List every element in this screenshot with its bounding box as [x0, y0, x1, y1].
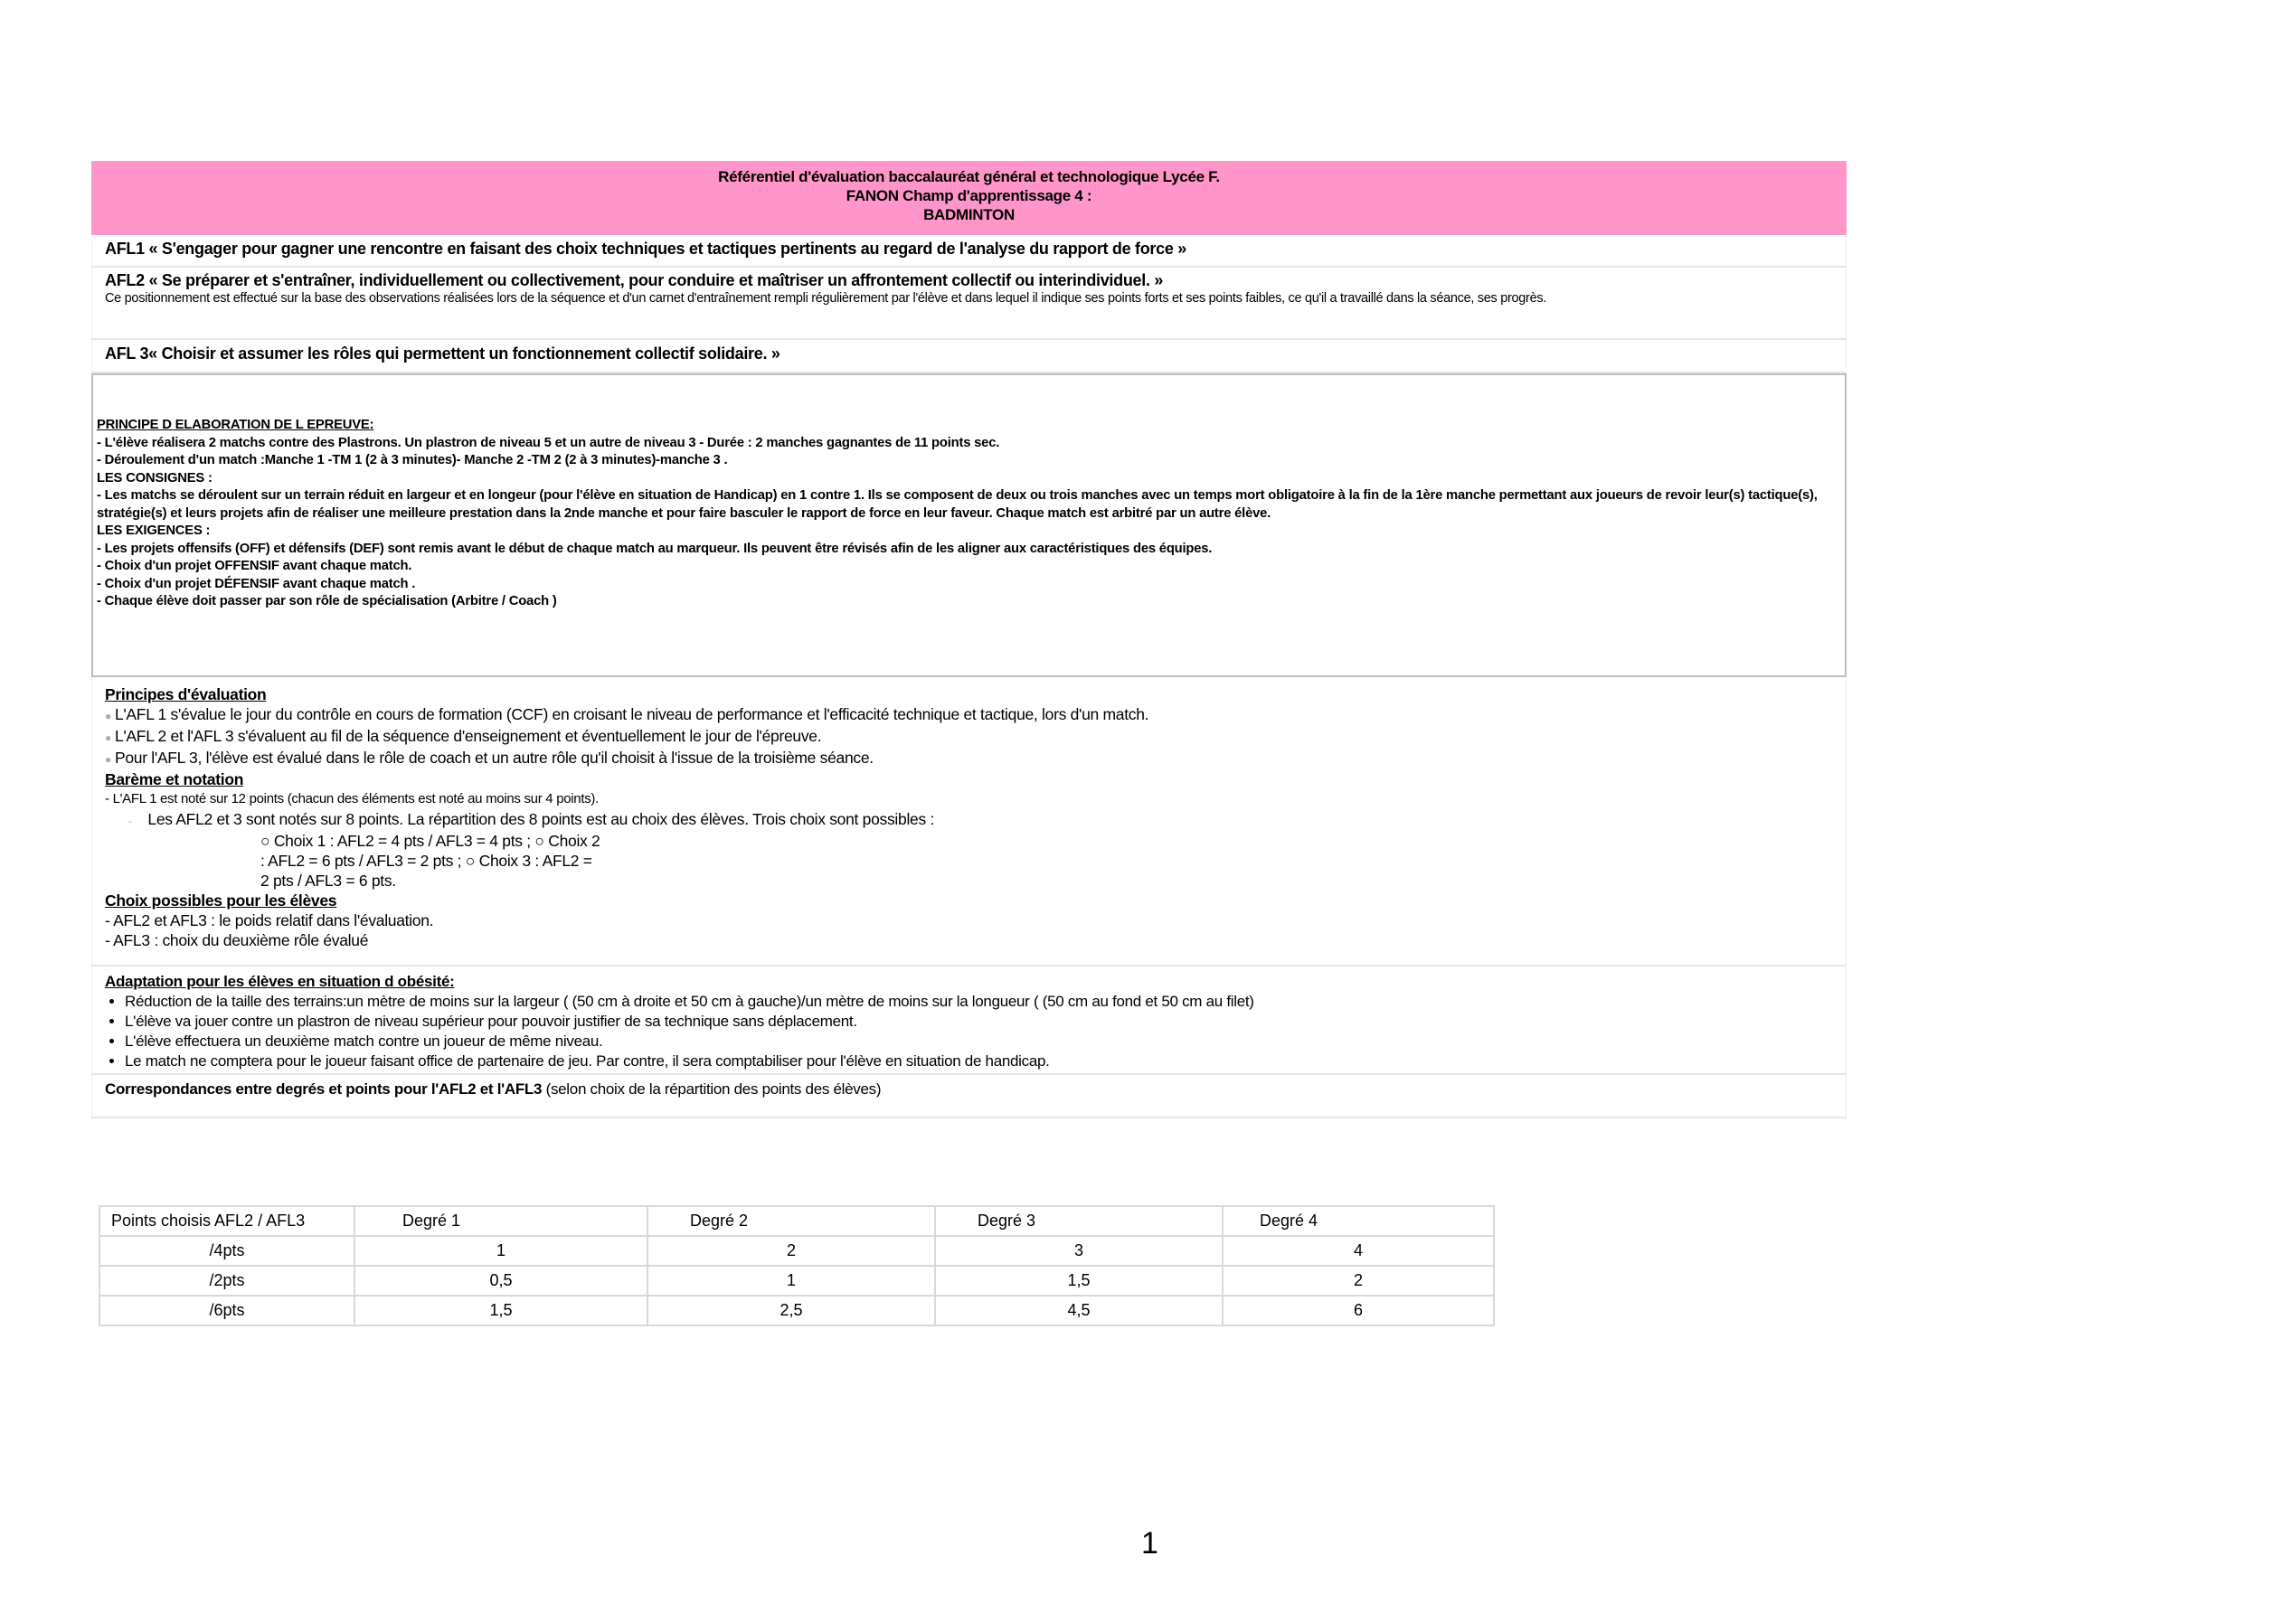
cell: 2	[647, 1236, 935, 1266]
header-cell: Degré 3	[935, 1206, 1223, 1236]
principe-item: ● L'AFL 2 et l'AFL 3 s'évaluent au fil de la séquence d'enseignement et éventuellement le jour de l'épreuve.	[105, 727, 822, 745]
cell: 1	[354, 1236, 647, 1266]
adaptation-title: Adaptation pour les élèves en situation d obésité:	[105, 973, 455, 990]
table-row	[99, 1236, 1494, 1266]
correspondances-row	[91, 1075, 1847, 1118]
table-header-row	[99, 1206, 1494, 1236]
afl2-title: AFL2 « Se préparer et s'entraîner, individuellement ou collectivement, pour conduire et maîtriser un affrontement collectif ou interindividuel. »	[105, 271, 1164, 289]
header-line: BADMINTON	[923, 206, 1015, 223]
afl3-row: AFL 3« Choisir et assumer les rôles qui permettent un fonctionnement collectif solidaire. »	[91, 340, 1847, 373]
document-header	[91, 161, 1847, 235]
row-label: /4pts	[99, 1236, 354, 1266]
bareme-title: Barème et notation	[105, 770, 244, 788]
page-number: 1	[1141, 1526, 1158, 1561]
principe-title: PRINCIPE D ELABORATION DE L EPREUVE:	[97, 418, 374, 432]
cell: 1,5	[935, 1266, 1223, 1296]
bullet-icon: ●	[105, 731, 111, 744]
header-cell: Points choisis AFL2 / AFL3	[99, 1206, 354, 1236]
bareme-afl23: - Les AFL2 et 3 sont notés sur 8 points. La répartition des 8 points est au choix des élèves. Trois choix sont possibles :	[128, 810, 935, 828]
header-cell: Degré 2	[647, 1206, 935, 1236]
consignes-text: - Les matchs se déroulent sur un terrain réduit en largeur et en longeur (pour l'élève en situation de Handicap) en 1 contre 1. Ils se composent de deux ou trois manches avec un temps mort obligatoire à la fin de la 1ère manche permettant aux joueurs de revoir leur(s) tactique(s), stratégie(s) et leurs projets afin de réaliser une meilleure prestation dans la 2nde manche et pour faire basculer le rapport de force en leur faveur. Chaque match est arbitré par un autre élève.	[97, 488, 1818, 521]
table-row	[99, 1266, 1494, 1296]
cell: 1	[647, 1266, 935, 1296]
choix-line: - AFL3 : choix du deuxième rôle évalué	[105, 931, 369, 949]
cell: 4,5	[935, 1296, 1223, 1325]
row-label: /2pts	[99, 1266, 354, 1296]
header-line: FANON Champ d'apprentissage 4 :	[846, 187, 1092, 204]
bullet-icon: ●	[105, 710, 111, 722]
choices-text: ○ Choix 1 : AFL2 = 4 pts / AFL3 = 4 pts ; ○ Choix 2 : AFL2 = 6 pts / AFL3 = 2 pts ; ○ Choix 3 : AFL2 = 2 pts / AFL3 = 6 pts.	[260, 832, 600, 890]
afl2-row	[91, 268, 1847, 340]
afl2-note: Ce positionnement est effectué sur la base des observations réalisées lors de la séquence et d'un carnet d'entraînement rempli régulièrement par l'élève et dans lequel il indique ses points forts et ses points faibles, ce qu'il a travaillé dans la séance, ses progrès.	[105, 291, 1547, 306]
principe-line: - L'élève réalisera 2 matchs contre des Plastrons. Un plastron de niveau 5 et un autre de niveau 3 - Durée : 2 manches gagnantes de 11 points sec.	[97, 435, 1000, 450]
header-cell: Degré 1	[354, 1206, 647, 1236]
principe-item: ● Pour l'AFL 3, l'élève est évalué dans le rôle de coach et un autre rôle qu'il choisit à l'issue de la troisième séance.	[105, 749, 874, 767]
dash-icon: -	[128, 815, 132, 827]
bullet-icon: ●	[105, 753, 111, 766]
adaptation-item: • L'élève va jouer contre un plastron de niveau supérieur pour pouvoir justifier de sa technique sans déplacement.	[125, 1012, 1833, 1032]
cell: 6	[1223, 1296, 1494, 1325]
exigence-line: - Les projets offensifs (OFF) et défensifs (DEF) sont remis avant le début de chaque match au marqueur. Ils peuvent être révisés afin de les aligner aux caractéristiques des équipes.	[97, 541, 1213, 556]
correspondances-title: Correspondances entre degrés et points pour l'AFL2 et l'AFL3	[105, 1080, 543, 1098]
correspondances-note: (selon choix de la répartition des points des élèves)	[542, 1080, 882, 1098]
afl1-row: AFL1 « S'engager pour gagner une rencontre en faisant des choix techniques et tactiques pertinents au regard de l'analyse du rapport de force »	[91, 235, 1847, 268]
evaluation-section	[91, 677, 1847, 967]
principes-title: Principes d'évaluation	[105, 685, 267, 703]
principe-item: ● L'AFL 1 s'évalue le jour du contrôle en cours de formation (CCF) en croisant le niveau de performance et l'efficacité technique et tactique, lors d'un match.	[105, 705, 1149, 723]
cell: 0,5	[354, 1266, 647, 1296]
bareme-afl1: - L'AFL 1 est noté sur 12 points (chacun des éléments est noté au moins sur 4 points).	[105, 791, 599, 806]
header-cell: Degré 4	[1223, 1206, 1494, 1236]
header-line: Référentiel d'évaluation baccalauréat général et technologique Lycée F.	[718, 168, 1220, 185]
degree-points-table	[99, 1205, 1495, 1326]
consignes-title: LES CONSIGNES :	[97, 470, 213, 486]
cell: 2	[1223, 1266, 1494, 1296]
adaptation-item: • L'élève effectuera un deuxième match contre un joueur de même niveau.	[125, 1032, 1833, 1051]
cell: 3	[935, 1236, 1223, 1266]
cell: 2,5	[647, 1296, 935, 1325]
exigence-line: - Choix d'un projet OFFENSIF avant chaque match.	[97, 559, 412, 573]
exigence-line: - Chaque élève doit passer par son rôle de spécialisation (Arbitre / Coach )	[97, 594, 557, 608]
principe-section	[91, 373, 1847, 677]
exigences-title: LES EXIGENCES :	[97, 523, 211, 538]
adaptation-list	[105, 992, 1833, 1071]
cell: 1,5	[354, 1296, 647, 1325]
cell: 4	[1223, 1236, 1494, 1266]
table-row	[99, 1296, 1494, 1325]
choix-title: Choix possibles pour les élèves	[105, 891, 337, 910]
adaptation-item: • Réduction de la taille des terrains:un mètre de moins sur la largeur ( (50 cm à droite et 50 cm à gauche)/un mètre de moins sur la longueur ( (50 cm au fond et 50 cm au filet)	[125, 992, 1833, 1012]
choix-line: - AFL2 et AFL3 : le poids relatif dans l'évaluation.	[105, 911, 434, 929]
row-label: /6pts	[99, 1296, 354, 1325]
adaptation-item: • Le match ne comptera pour le joueur faisant office de partenaire de jeu. Par contre, il sera comptabiliser pour l'élève en situation de handicap.	[125, 1051, 1833, 1071]
adaptation-section	[91, 967, 1847, 1075]
principe-line: - Déroulement d'un match :Manche 1 -TM 1 (2 à 3 minutes)- Manche 2 -TM 2 (2 à 3 minutes)-manche 3 .	[97, 453, 728, 467]
exigence-line: - Choix d'un projet DÉFENSIF avant chaque match .	[97, 576, 416, 591]
evaluation-frame	[91, 161, 1847, 1118]
